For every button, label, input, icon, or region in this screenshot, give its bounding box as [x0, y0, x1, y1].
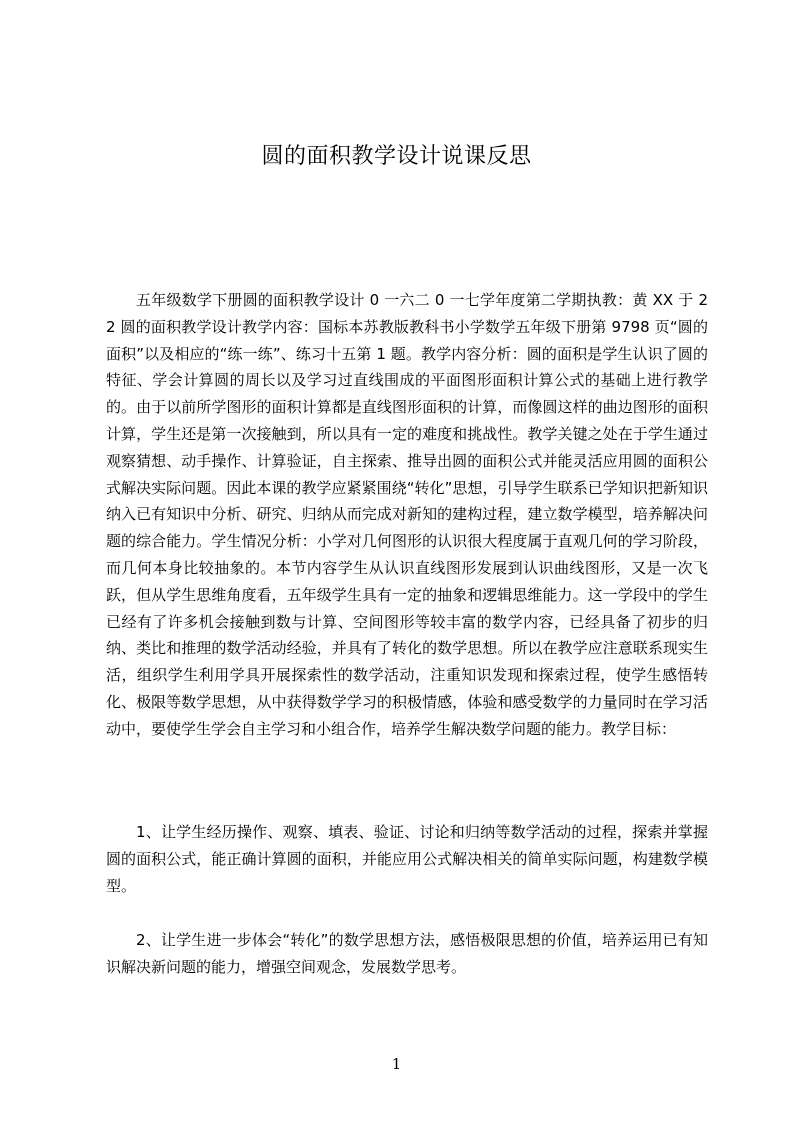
document-title: 圆的面积教学设计说课反思: [261, 144, 532, 169]
page-number: 1: [391, 1055, 402, 1073]
body-paragraph-goal-2: 2、让学生进一步体会“转化”的数学思想方法，感悟极限思想的价值，培养运用已有知识解决新问题的能力，增强空间观念，发展数学思考。: [106, 931, 708, 976]
body-paragraph-main: 五年级数学下册圆的面积教学设计 0 一六二 0 一七学年度第二学期执教：黄 XX 于 22 圆的面积教学设计教学内容：国标本苏教版教科书小学数学五年级下册第 9798 页“圆的面积”以及相应的“练一练”、练习十五第 1 题。教学内容分析：圆的面积是学生认识了圆的特征、学会计算圆的周长以及学习过直线围成的平面图形面积计算公式的基础上进行教学的。由于以前所学图形的面积计算都是直线图形面积的计算，而像圆这样的曲边图形的面积计算，学生还是第一次接触到，所以具有一定的难度和挑战性。教学关键之处在于学生通过观察猜想、动手操作、计算验证，自主探索、推导出圆的面积公式并能灵活应用圆的面积公式解决实际问题。因此本课的教学应紧紧围绕“转化”思想，引导学生联系已学知识把新知识纳入已有知识中分析、研究、归纳从而完成对新知的建构过程，建立数学模型，培养解决问题的综合能力。学生情况分析：小学对几何图形的认识很大程度属于直观几何的学习阶段，而几何本身比较抽象的。本节内容学生从认识直线图形发展到认识曲线图形，又是一次飞跃，但从学生思维角度看，五年级学生具有一定的抽象和逻辑思维能力。这一学段中的学生已经有了许多机会接触到数与计算、空间图形等较丰富的数学内容，已经具备了初步的归纳、类比和推理的数学活动经验，并具有了转化的数学思想。所以在教学应注意联系现实生活，组织学生利用学具开展探索性的数学活动，注重知识发现和探索过程，使学生感悟转化、极限等数学思想，从中获得数学学习的积极情感，体验和感受数学的力量同时在学习活动中，要使学生学会自主学习和小组合作，培养学生解决数学问题的能力。教学目标：: [106, 291, 708, 738]
body-paragraph-goal-1: 1、让学生经历操作、观察、填表、验证、讨论和归纳等数学活动的过程，探索并掌握圆的面积公式，能正确计算圆的面积，并能应用公式解决相关的简单实际问题，构建数学模型。: [106, 823, 708, 895]
